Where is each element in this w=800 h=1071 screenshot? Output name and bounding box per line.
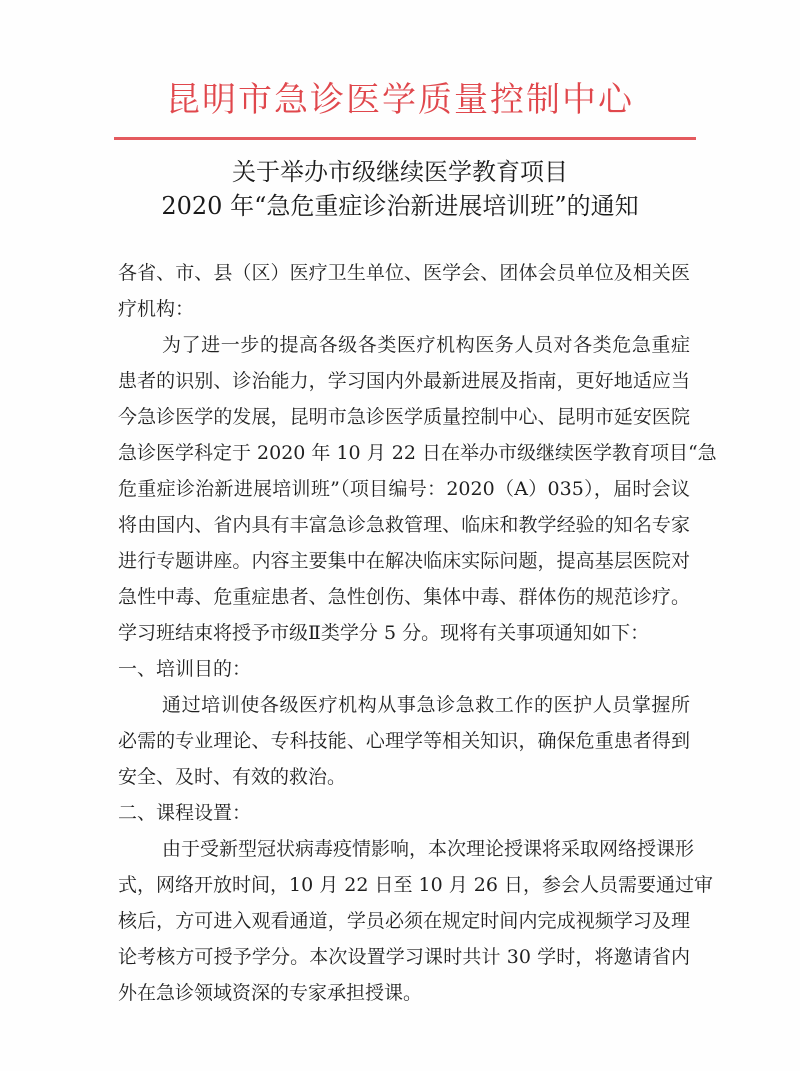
organization-letterhead: 昆明市急诊医学质量控制中心 — [166, 80, 634, 120]
course-setup-line: 由于受新型冠状病毒疫情影响，本次理论授课将采取网络授课形 — [162, 838, 695, 860]
intro-paragraph-line: 危重症诊治新进展培训班”（项目编号：2020（A）035），届时会议 — [118, 478, 690, 500]
intro-paragraph-line: 患者的识别、诊治能力，学习国内外最新进展及指南，更好地适应当 — [118, 370, 690, 392]
intro-paragraph-line: 将由国内、省内具有丰富急诊急救管理、临床和教学经验的知名专家 — [118, 514, 690, 536]
salutation-line-1: 各省、市、县（区）医疗卫生单位、医学会、团体会员单位及相关医 — [118, 262, 690, 284]
course-setup-line: 论考核方可授予学分。本次设置学习课时共计 30 学时，将邀请省内 — [118, 946, 690, 968]
letterhead-red-rule — [114, 137, 696, 140]
course-setup-line: 式，网络开放时间，10 月 22 日至 10 月 26 日，参会人员需要通过审 — [118, 874, 713, 896]
intro-paragraph-line: 急诊医学科定于 2020 年 10 月 22 日在举办市级继续医学教育项目“急 — [118, 442, 717, 464]
training-purpose-line: 通过培训使各级医疗机构从事急诊急救工作的医护人员掌握所 — [162, 694, 690, 716]
salutation-line-2: 疗机构： — [118, 298, 195, 320]
intro-paragraph-line: 进行专题讲座。内容主要集中在解决临床实际问题，提高基层医院对 — [118, 550, 690, 572]
intro-paragraph-line: 为了进一步的提高各级各类医疗机构医务人员对各类危急重症 — [162, 334, 690, 356]
intro-paragraph-line: 急性中毒、危重症患者、急性创伤、集体中毒、群体伤的规范诊疗。 — [118, 586, 690, 608]
course-setup-line: 核后，方可进入观看通道，学员必须在规定时间内完成视频学习及理 — [118, 910, 690, 932]
section-heading-course-setup: 二、课程设置： — [118, 802, 252, 824]
training-purpose-line: 必需的专业理论、专科技能、心理学等相关知识，确保危重患者得到 — [118, 730, 690, 752]
intro-paragraph-line: 今急诊医学的发展，昆明市急诊医学质量控制中心、昆明市延安医院 — [118, 406, 690, 428]
training-purpose-line: 安全、及时、有效的救治。 — [118, 766, 347, 788]
notice-title-line-2: 2020 年“急危重症诊治新进展培训班”的通知 — [161, 192, 639, 220]
section-heading-training-purpose: 一、培训目的： — [118, 658, 252, 680]
course-setup-line: 外在急诊领域资深的专家承担授课。 — [118, 982, 423, 1004]
intro-paragraph-line: 学习班结束将授予市级Ⅱ类学分 5 分。现将有关事项通知如下： — [118, 622, 650, 644]
notice-title-line-1: 关于举办市级继续医学教育项目 — [232, 158, 568, 186]
